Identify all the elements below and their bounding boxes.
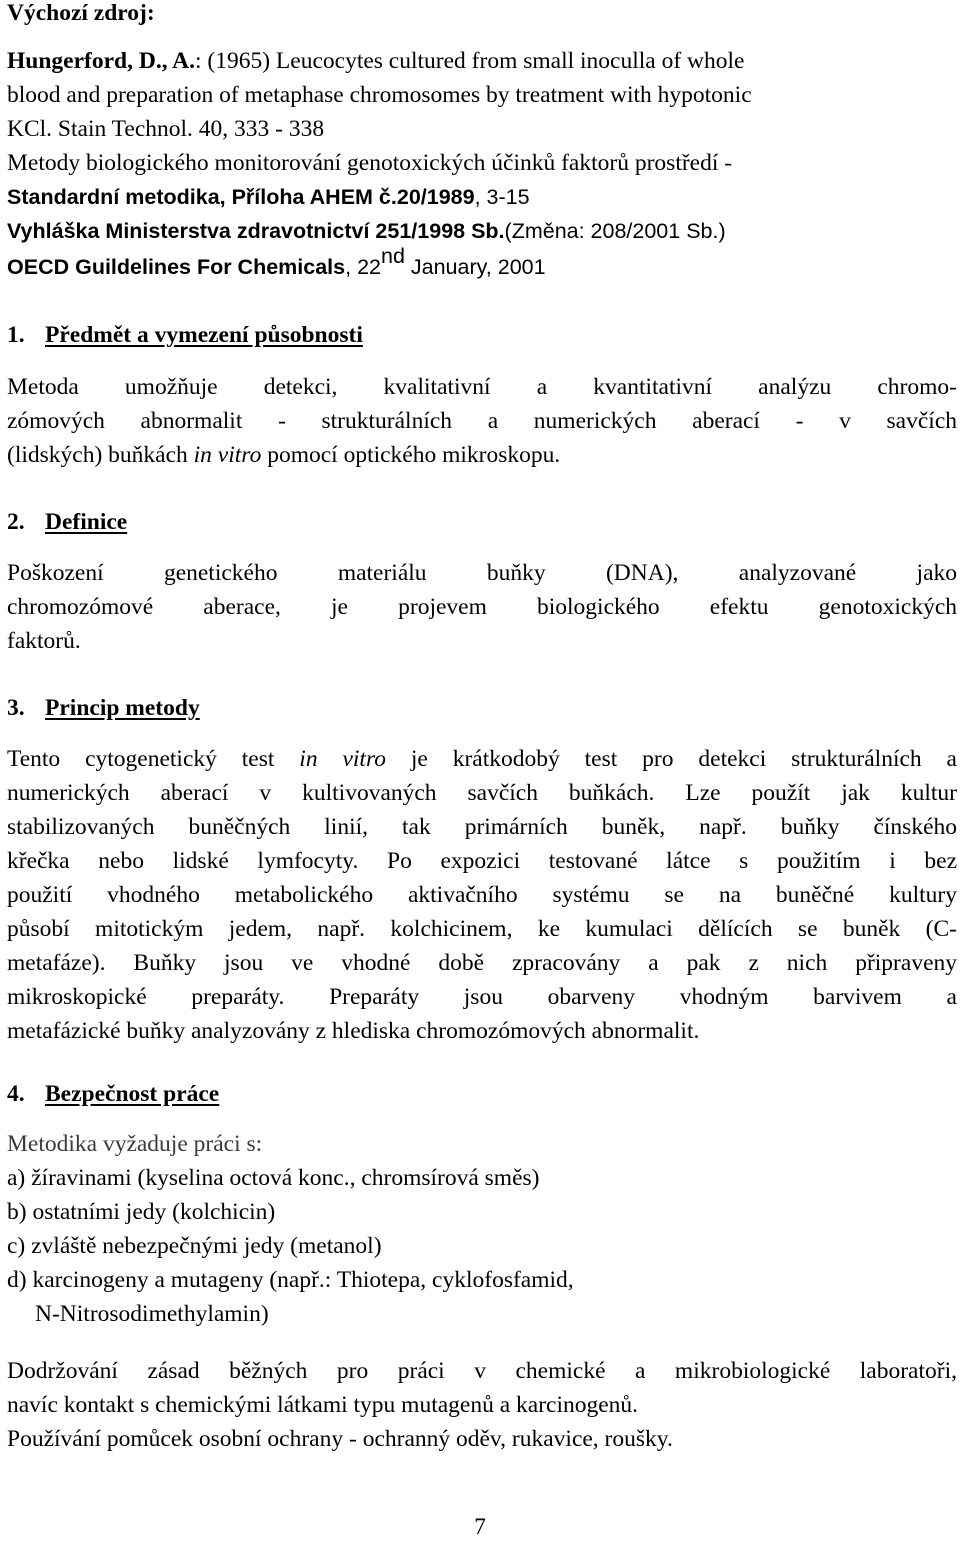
section-3-line1-start: Tento cytogenetický test bbox=[7, 746, 300, 772]
section-3-line5: použití vhodného metabolického aktivačního systému se na buněčné kultury bbox=[7, 882, 957, 908]
section-1-line2: zómových abnormalit - strukturálních a numerických aberací - v savčích bbox=[7, 408, 957, 434]
section-3-line8: mikroskopické preparáty. Preparáty jsou obarveny vhodným barvivem a bbox=[7, 984, 957, 1010]
sources-block bbox=[7, 0, 957, 30]
section-3-title: Princip metody bbox=[45, 695, 200, 721]
reference-4-date: January, 2001 bbox=[404, 255, 546, 279]
section-1-number: 1. bbox=[7, 322, 25, 348]
section-4-item-d: d) karcinogeny a mutageny (např.: Thiotepa, cyklofosfamid, bbox=[7, 1267, 574, 1293]
section-1 bbox=[7, 318, 957, 352]
reference-1-authors: Hungerford, D., A. bbox=[7, 48, 195, 74]
section-2-line3: faktorů. bbox=[7, 628, 81, 654]
section-1-line3-end: pomocí optického mikroskopu. bbox=[261, 442, 561, 468]
sources-heading: Výchozí zdroj: bbox=[7, 0, 155, 26]
reference-2-line1: Metody biologického monitorování genotoxických účinků faktorů prostředí - bbox=[7, 150, 733, 176]
reference-1-line1: : (1965) Leucocytes cultured from small inoculla of whole bbox=[195, 48, 745, 74]
section-4-item-c: c) zvláště nebezpečnými jedy (metanol) bbox=[7, 1233, 382, 1259]
reference-1-line2: blood and preparation of metaphase chromosomes by treatment with hypotonic bbox=[7, 82, 752, 108]
reference-4-day: , 22 bbox=[345, 255, 381, 279]
section-1-in-vitro: in vitro bbox=[193, 442, 262, 468]
reference-3-amendment: (Změna: 208/2001 Sb.) bbox=[504, 219, 726, 243]
section-3-line4: křečka nebo lidské lymfocyty. Po expozici testované látce s použitím i bez bbox=[7, 848, 957, 874]
section-4-heading bbox=[7, 1077, 957, 1111]
reference-1-line3: KCl. Stain Technol. 40, 333 - 338 bbox=[7, 116, 325, 142]
section-4-intro: Metodika vyžaduje práci s: bbox=[7, 1131, 263, 1157]
section-4-para-line1: Dodržování zásad běžných pro práci v chemické a mikrobiologické laboratoři, bbox=[7, 1358, 957, 1384]
section-4-para-line3: Používání pomůcek osobní ochrany - ochranný oděv, rukavice, roušky. bbox=[7, 1426, 673, 1452]
section-4 bbox=[7, 1077, 957, 1111]
section-3-line9: metafázické buňky analyzovány z hlediska chromozómových abnormalit. bbox=[7, 1018, 700, 1044]
section-2-number: 2. bbox=[7, 509, 25, 535]
section-1-line3 bbox=[7, 438, 957, 472]
section-2-heading bbox=[7, 505, 957, 539]
section-1-body bbox=[7, 370, 957, 472]
reference-2-pages: , 3-15 bbox=[474, 185, 530, 209]
section-3-line3: stabilizovaných buněčných linií, tak primárních buněk, např. buňky čínského bbox=[7, 814, 957, 840]
section-2-title: Definice bbox=[45, 509, 128, 535]
section-2-body bbox=[7, 556, 957, 658]
reference-4 bbox=[7, 244, 957, 284]
reference-3-title: Vyhláška Ministerstva zdravotnictví 251/1998 Sb. bbox=[7, 219, 505, 243]
section-3-line1 bbox=[7, 742, 957, 776]
section-3-heading bbox=[7, 691, 957, 725]
reference-2-title: Standardní metodika, Příloha AHEM č.20/1989 bbox=[7, 185, 475, 209]
section-1-line1: Metoda umožňuje detekci, kvalitativní a kvantitativní analýzu chromo- bbox=[7, 374, 957, 400]
section-3-line1-end: je krátkodobý test pro detekci strukturálních a bbox=[385, 746, 957, 772]
reference-4-title: OECD Guildelines For Chemicals bbox=[7, 255, 346, 279]
section-4-number: 4. bbox=[7, 1081, 25, 1107]
page-number: 7 bbox=[474, 1514, 486, 1540]
reference-3 bbox=[7, 214, 957, 248]
section-3-line6: působí mitotickým jedem, např. kolchicinem, ke kumulaci dělících se buněk (C- bbox=[7, 916, 957, 942]
section-3 bbox=[7, 691, 957, 725]
section-1-heading bbox=[7, 318, 957, 352]
reference-4-ordinal: nd bbox=[381, 244, 405, 269]
section-3-body bbox=[7, 742, 957, 1048]
section-2 bbox=[7, 505, 957, 539]
section-2-line2: chromozómové aberace, je projevem biologického efektu genotoxických bbox=[7, 594, 957, 620]
section-4-item-a: a) žíravinami (kyselina octová konc., chromsírová směs) bbox=[7, 1165, 540, 1191]
section-4-para-line2: navíc kontakt s chemickými látkami typu mutagenů a karcinogenů. bbox=[7, 1392, 639, 1418]
section-4-list bbox=[7, 1127, 957, 1331]
section-4-item-b: b) ostatními jedy (kolchicin) bbox=[7, 1199, 276, 1225]
section-3-line7: metafáze). Buňky jsou ve vhodné době zpracovány a pak z nich připraveny bbox=[7, 950, 957, 976]
section-4-item-d-continued: N-Nitrosodimethylamin) bbox=[35, 1301, 269, 1327]
section-2-line1: Poškození genetického materiálu buňky (DNA), analyzované jako bbox=[7, 560, 957, 586]
section-1-title: Předmět a vymezení působnosti bbox=[45, 322, 363, 348]
section-3-number: 3. bbox=[7, 695, 25, 721]
reference-2 bbox=[7, 146, 957, 214]
reference-1 bbox=[7, 44, 957, 146]
section-4-title: Bezpečnost práce bbox=[45, 1081, 220, 1107]
section-1-line3-start: (lidských) buňkách bbox=[7, 442, 194, 468]
section-3-line2: numerických aberací v kultivovaných savčích buňkách. Lze použít jak kultur bbox=[7, 780, 957, 806]
section-3-in-vitro: in vitro bbox=[299, 746, 386, 772]
section-4-paragraph bbox=[7, 1354, 957, 1456]
